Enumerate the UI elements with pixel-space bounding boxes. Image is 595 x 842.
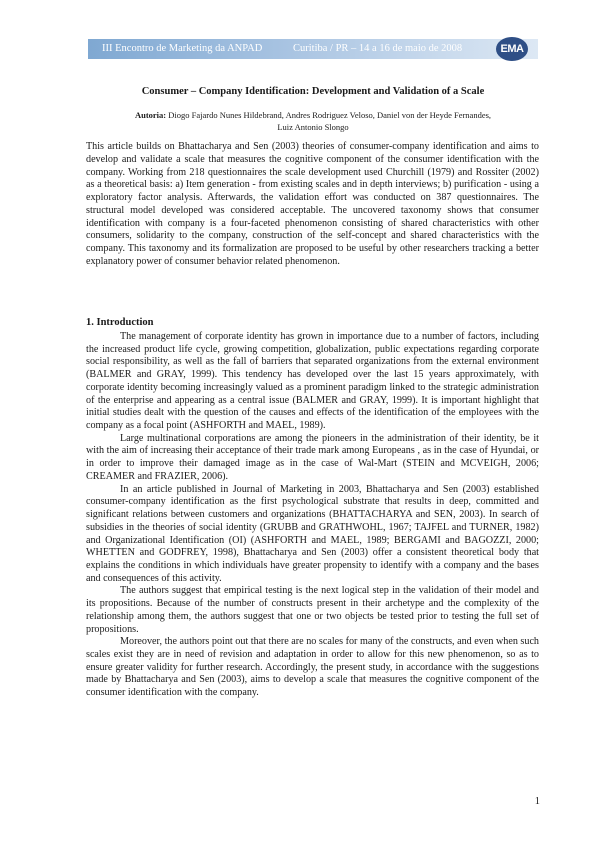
body-paragraph: The management of corporate identity has grown in importance due to a number of factors, including the increased product life cycle, growing competition, globalization, public expectations regarding corporate social responsibility, as well as the fall of barriers that separated organizations from the external environment (BALMER and GRAY, 1999). This tendency has developed over the last 15 years approximately, with corporate identity becoming increasingly valued as a prominent paradigm linked to the strategic administration of the enterprise and appearing as a central issue (BALMER and GRAY, 1999). It is important highlight that initial studies dealt with the question of the causes and effects of the identification of the employees with the company as a focal point (ASHFORTH and MAEL, 1989).: [86, 331, 539, 432]
paper-title: Consumer – Company Identification: Development and Validation of a Scale: [141, 86, 485, 97]
ema-logo: EMA: [496, 37, 528, 61]
body-paragraph: In an article published in Journal of Marketing in 2003, Bhattacharya and Sen (2003) established consumer-company identification as the first psychological substrate that results in deep, committed and significant relations between customers and organizations (BHATTACHARYA and SEN, 2003). In search of subsidies in the theories of social identity (GRUBB and GRATHWOHL, 1967; TAJFEL and TURNER, 1982) and Organizational Identification (OI) (ASHFORTH and MAEL, 1989; BERGAMI and BAGOZZI, 2000; WHETTEN and GODFREY, 1998), Bhattacharya and Sen (2003) offer a consistent theoretical body that explains the conditions in which individuals have greater propensity to identify with a company and the bases and consequences of this activity.: [86, 483, 539, 584]
conference-name: III Encontro de Marketing da ANPAD: [102, 43, 263, 54]
body-paragraph: Large multinational corporations are among the pioneers in the administration of their identity, be it with the aim of increasing their acceptance of their trade mark among Europeans , as in the case of Hyundai, or in order to improve their damaged image as in the case of Wal-Mart (STEIN and MCVEIGH, 2006; CREAMER and FRAZIER, 2006).: [86, 432, 539, 482]
abstract-text: This article builds on Bhattacharya and Sen (2003) theories of consumer-company identification and aims to develop and validate a scale that measures the cognitive component of the consumer identification with the company. Working from 218 questionnaires the scale development used Churchill (1979) and Rossiter (2002) as a theoretical basis: a) Item generation - from existing scales and in depth interviews; b) purification - using a exploratory factor analysis. Afterwards, the validation effort was conducted on 387 questionnaires. The structural model developed was considered acceptable. The uncovered taxonomy shows that consumer identification with company is a four-faceted phenomenon consisting of shared characteristics with other consumers, solidarity to the company, construction of the self-concept and shared characteristics with the company. This taxonomy and its formalization are proposed to be useful by other researchers tracking a better explanatory power of consumer behavior related phenomenon.: [86, 141, 539, 267]
conference-header-banner: [88, 39, 538, 59]
body-paragraph: Moreover, the authors point out that there are no scales for many of the constructs, and even when such scales exist they are in need of revision and adaptation in order to allow for this new phenomenon, so as to ensure greater validity for further research. Accordingly, the present study, in accordance with the suggestions made by Bhattacharya and Sen (2003), aims to develop a scale that measures the cognitive component of the consumer identification with the company.: [86, 636, 539, 699]
authors-line-1: Diogo Fajardo Nunes Hildebrand, Andres Rodriguez Veloso, Daniel von der Heyde Fernandes,: [168, 110, 492, 120]
authors-block: [88, 109, 538, 133]
page-number: 1: [534, 796, 540, 807]
introduction-body: [86, 331, 539, 700]
authors-label: Autoria:: [134, 110, 167, 120]
section-heading: 1. Introduction: [86, 317, 154, 328]
conference-place-date: Curitiba / PR – 14 a 16 de maio de 2008: [293, 43, 463, 54]
body-paragraph: The authors suggest that empirical testing is the next logical step in the validation of their model and its propositions. Because of the number of constructs present in their archetype and the complexity of the relationship among them, the authors suggest that one or two objects be tested prior to testing the full set of propositions.: [86, 585, 539, 635]
authors-line-2: Luiz Antonio Slongo: [277, 122, 349, 132]
